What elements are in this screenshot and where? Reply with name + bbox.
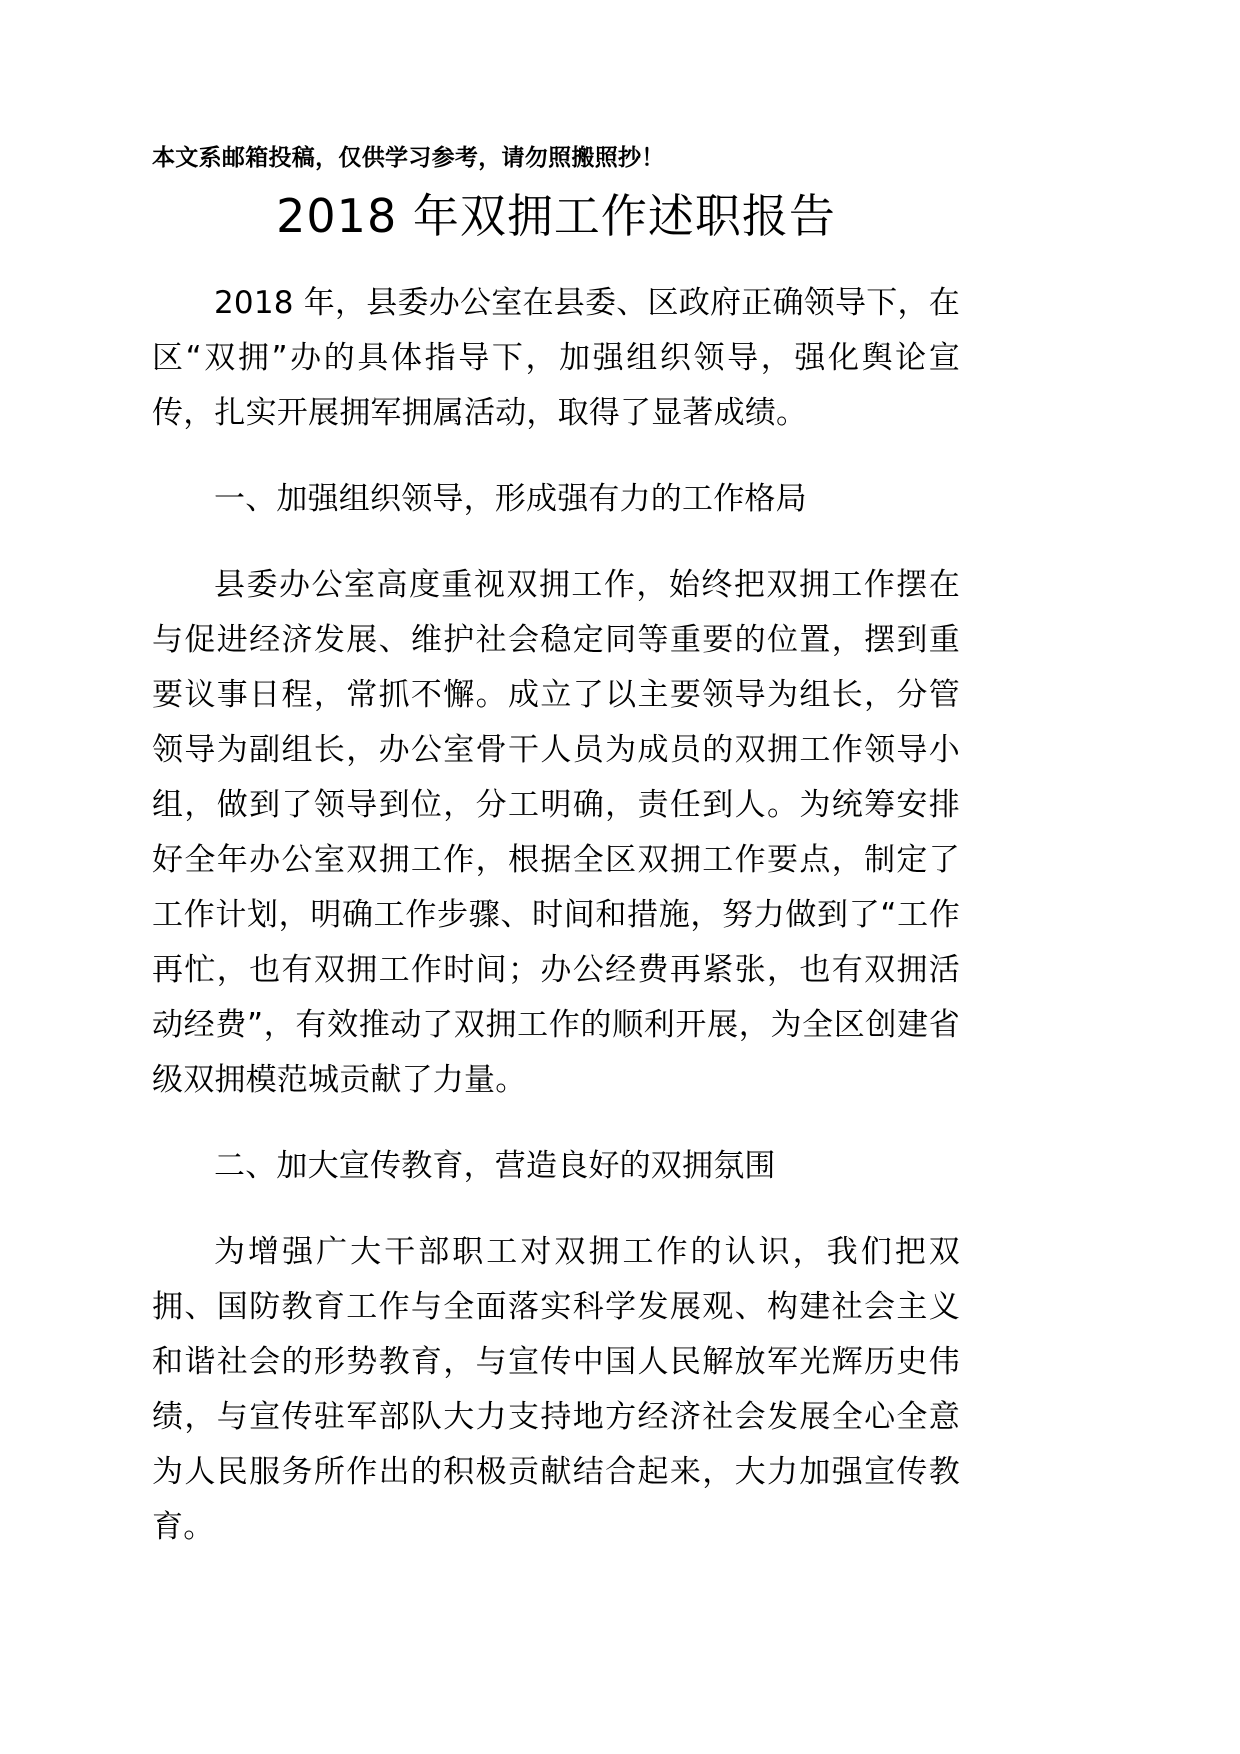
- section-body-2: 为增强广大干部职工对双拥工作的认识，我们把双拥、国防教育工作与全面落实科学发展观、构建社会主义和谐社会的形势教育，与宣传中国人民解放军光辉历史伟绩，与宣传驻军部队大力支持地方经济社会发展全心全意为人民服务所作出的积极贡献结合起来，大力加强宣传教育。: [152, 1234, 960, 1546]
- section-body-1: 县委办公室高度重视双拥工作，始终把双拥工作摆在与促进经济发展、维护社会稳定同等重要的位置，摆到重要议事日程，常抓不懈。成立了以主要领导为组长，分管领导为副组长，办公室骨干人员为成员的双拥工作领导小组，做到了领导到位，分工明确，责任到人。为统筹安排好全年办公室双拥工作，根据全区双拥工作要点，制定了工作计划，明确工作步骤、时间和措施，努力做到了“工作再忙，也有双拥工作时间；办公经费再紧张，也有双拥活动经费”，有效推动了双拥工作的顺利开展，为全区创建省级双拥模范城贡献了力量。: [152, 567, 960, 1099]
- section-heading-2: 二、加大宣传教育，营造良好的双拥氛围: [214, 1148, 776, 1185]
- document-content: [152, 0, 960, 1754]
- page-title: 2018 年双拥工作述职报告: [276, 189, 836, 244]
- paragraph-intro: 2018 年，县委办公室在县委、区政府正确领导下，在区“双拥”办的具体指导下，加强组织领导，强化舆论宣传，扎实开展拥军拥属活动，取得了显著成绩。: [152, 285, 960, 432]
- page-bottom-margin: [152, 1586, 960, 1754]
- section-heading-1: 一、加强组织领导，形成强有力的工作格局: [214, 481, 807, 518]
- submission-notice: 本文系邮箱投稿，仅供学习参考，请勿照搬照抄！: [152, 145, 665, 171]
